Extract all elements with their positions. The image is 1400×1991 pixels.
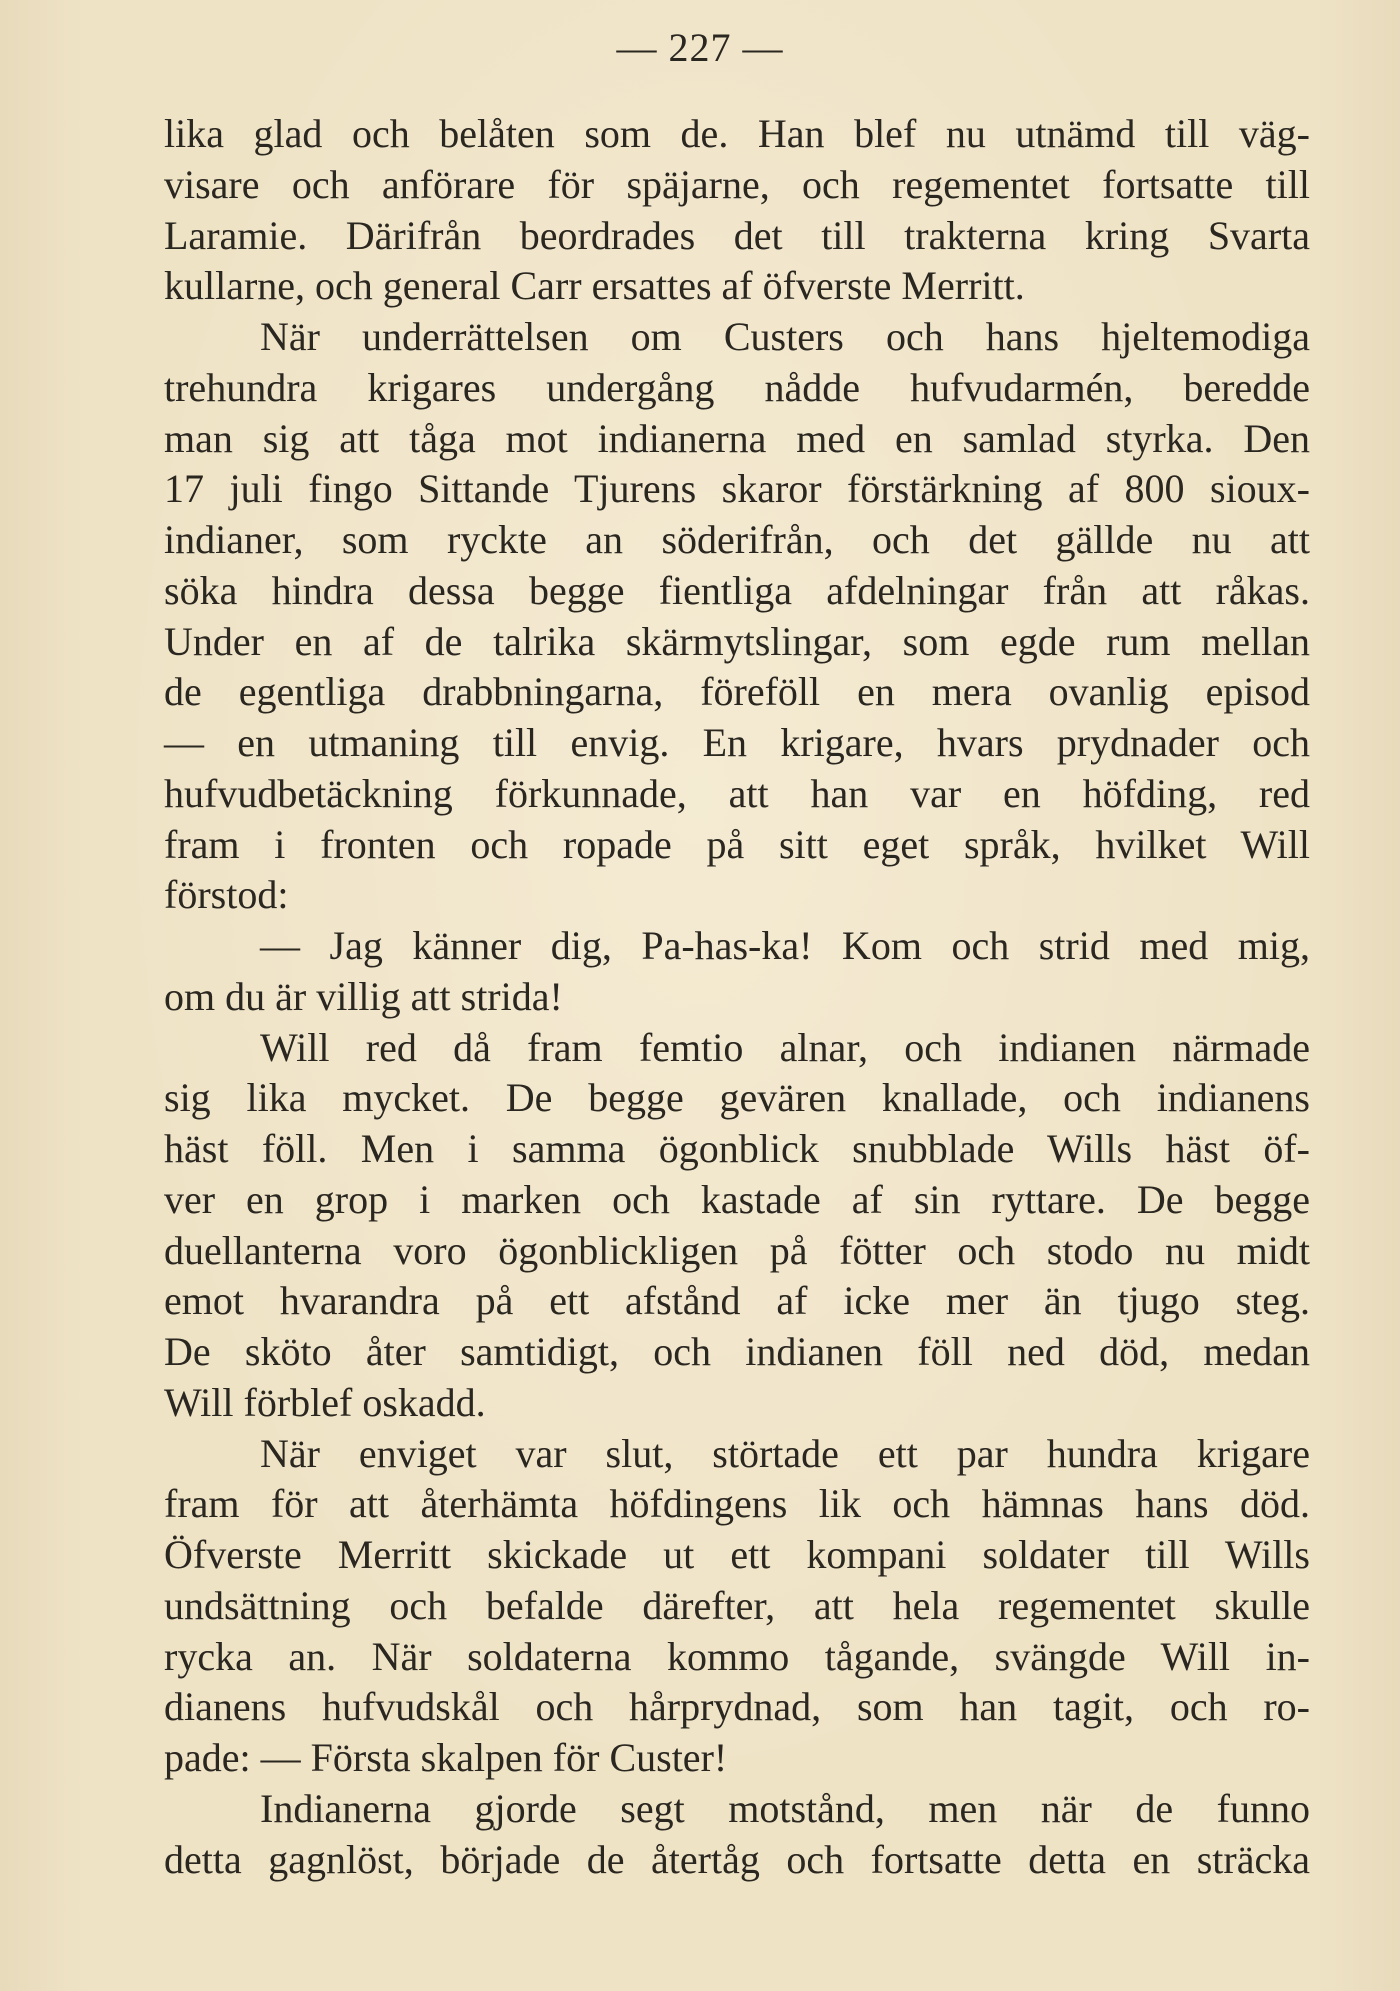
text-line: sig lika mycket. De begge gevären knallade, och indianens <box>164 1075 1310 1121</box>
text-line: förstod: <box>164 872 289 918</box>
text-line: hufvudbetäckning förkunnade, att han var en höfding, red <box>164 770 1310 816</box>
text-line: söka hindra dessa begge fientliga afdelningar från att råkas. <box>164 567 1310 613</box>
text-line: När underrättelsen om Custers och hans hjeltemodiga <box>260 314 1310 359</box>
text-line: kullarne, och general Carr ersattes af öfverste Merritt. <box>164 263 1025 309</box>
body-text <box>164 109 1310 1885</box>
text-line: rycka an. När soldaterna kommo tågande, svängde Will in- <box>164 1633 1310 1679</box>
text-line: Indianerna gjorde segt motstånd, men när de funno <box>260 1785 1310 1831</box>
text-line: Laramie. Därifrån beordrades det till trakterna kring Svarta <box>164 212 1310 258</box>
text-line: Will red då fram femtio alnar, och indianen närmade <box>260 1024 1310 1070</box>
text-line: 17 juli fingo Sittande Tjurens skaror förstärkning af 800 sioux- <box>164 466 1310 512</box>
text-line: emot hvarandra på ett afstånd af icke mer än tjugo steg. <box>164 1278 1310 1324</box>
text-line: om du är villig att strida! <box>164 973 563 1019</box>
text-line: duellanterna voro ögonblickligen på fötter och stodo nu midt <box>164 1227 1310 1273</box>
text-line: Under en af de talrika skärmytslingar, som egde rum mellan <box>164 618 1310 664</box>
text-line: dianens hufvudskål och hårprydnad, som han tagit, och ro- <box>164 1684 1310 1730</box>
text-line: fram för att återhämta höfdingens lik och hämnas hans död. <box>164 1481 1310 1527</box>
text-line: fram i fronten och ropade på sitt eget språk, hvilket Will <box>164 821 1310 867</box>
text-line: detta gagnlöst, började de återtåg och fortsatte detta en sträcka <box>164 1836 1310 1882</box>
text-line: — Jag känner dig, Pa-has-ka! Kom och strid med mig, <box>260 923 1310 968</box>
text-line: visare och anförare för späjarne, och regementet fortsatte till <box>164 161 1310 207</box>
text-line: de egentliga drabbningarna, föreföll en mera ovanlig episod <box>164 669 1310 715</box>
text-line: — en utmaning till envig. En krigare, hvars prydnader och <box>164 720 1310 765</box>
text-line: häst föll. Men i samma ögonblick snubblade Wills häst öf- <box>164 1126 1310 1171</box>
text-line: indianer, som ryckte an söderifrån, och det gällde nu att <box>164 517 1310 562</box>
page-number: — 227 — <box>616 25 784 70</box>
text-line: undsättning och befalde därefter, att hela regementet skulle <box>164 1582 1310 1628</box>
text-line: man sig att tåga mot indianerna med en samlad styrka. Den <box>164 415 1310 461</box>
text-line: trehundra krigares undergång nådde hufvudarmén, beredde <box>164 364 1310 410</box>
text-line: Öfverste Merritt skickade ut ett kompani soldater till Wills <box>164 1532 1310 1577</box>
text-line: Will förblef oskadd. <box>164 1379 486 1425</box>
text-line: lika glad och belåten som de. Han blef nu utnämd till väg- <box>164 111 1310 156</box>
text-line: När enviget var slut, störtade ett par hundra krigare <box>260 1430 1310 1476</box>
text-line: De sköto åter samtidigt, och indianen föll ned död, medan <box>164 1329 1310 1374</box>
text-line: ver en grop i marken och kastade af sin ryttare. De begge <box>164 1176 1310 1222</box>
text-line: pade: — Första skalpen för Custer! <box>164 1735 728 1780</box>
